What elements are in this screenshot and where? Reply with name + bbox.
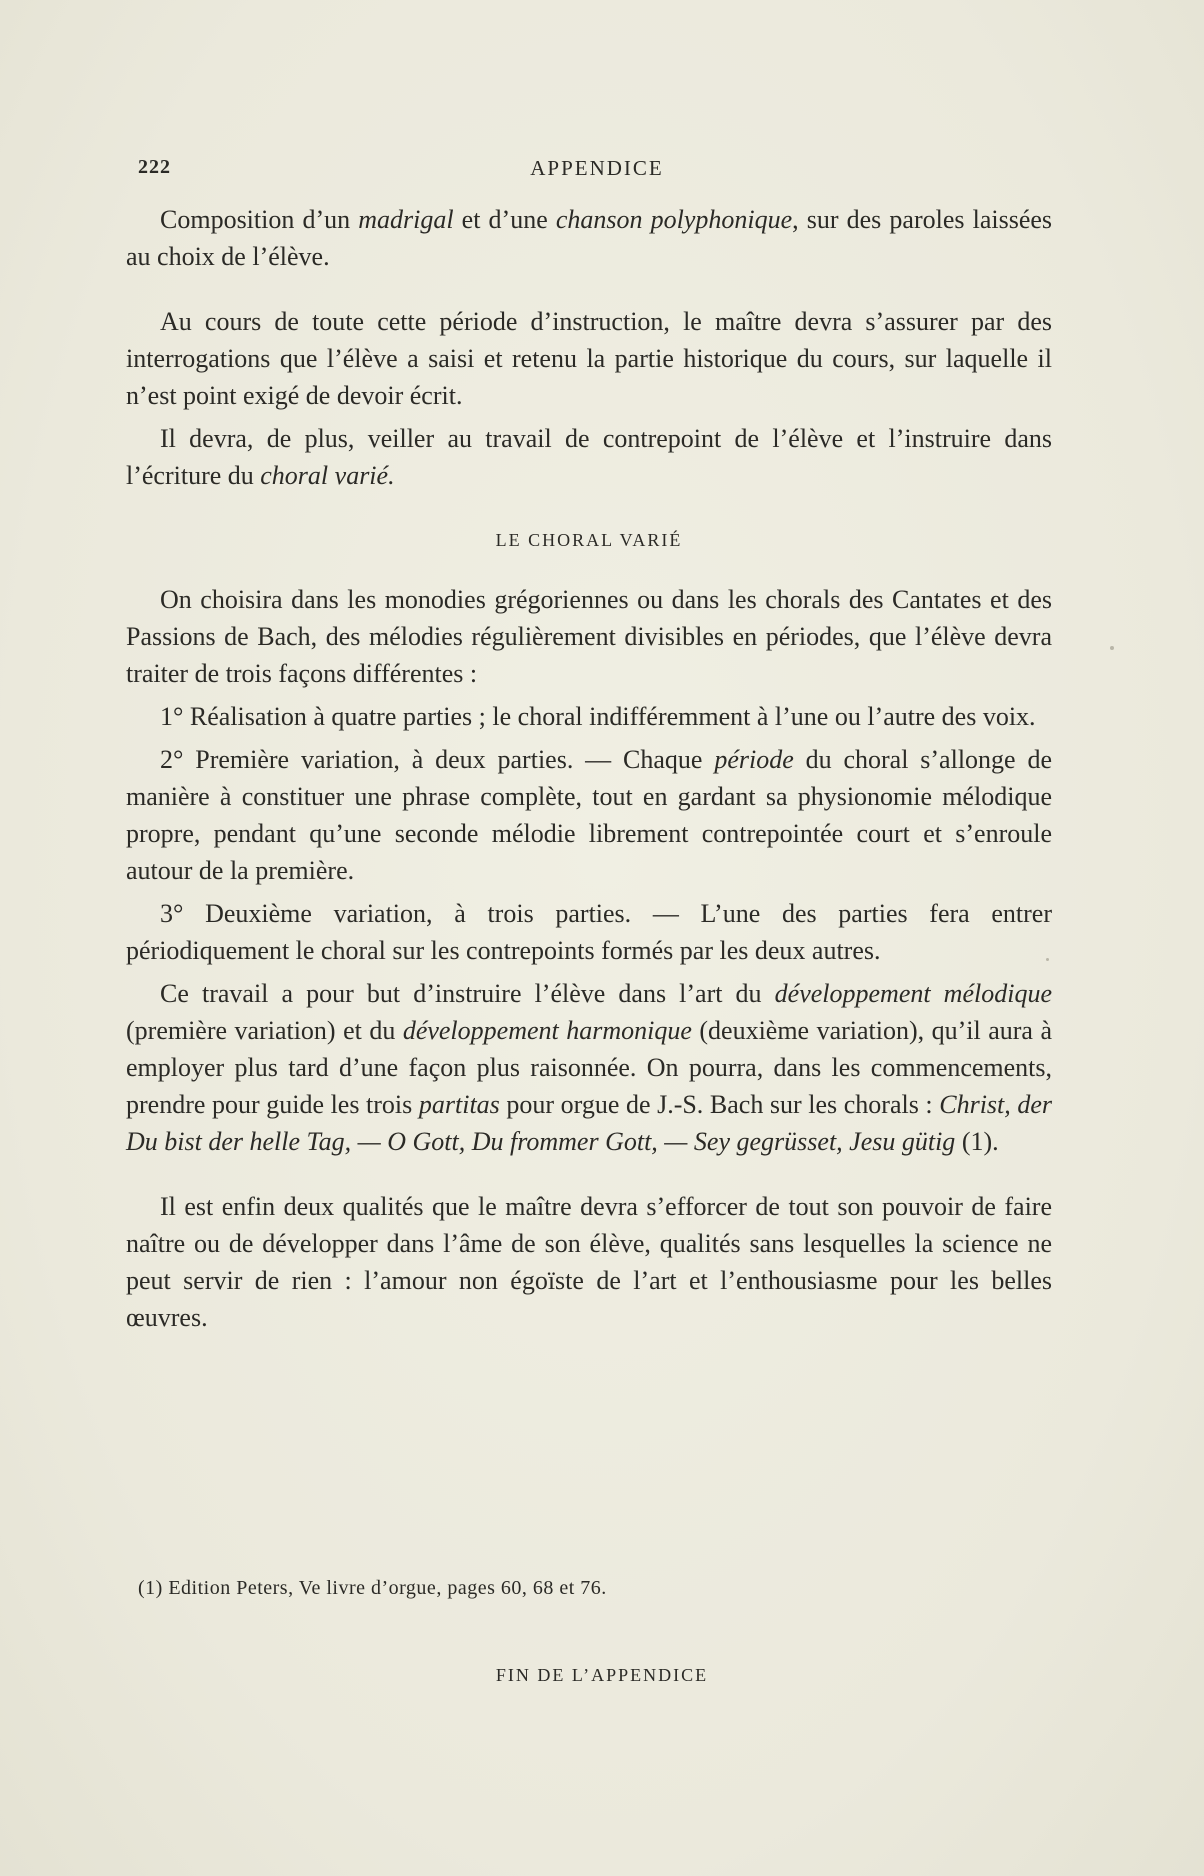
text-run: Composition d’un bbox=[160, 205, 359, 234]
paragraph-deuxieme-variation: 3° Deuxième variation, à trois parties. — L’une des parties fera entrer périodiquement le choral sur les contrepoints formés par les deux autres. bbox=[126, 899, 1052, 965]
text-run: (1). bbox=[955, 1127, 999, 1156]
page-header bbox=[138, 156, 1056, 186]
italic-term: développement harmonique bbox=[402, 1016, 692, 1045]
italic-term: période bbox=[714, 745, 794, 774]
footnote: (1) Edition Peters, Ve livre d’orgue, pages 60, 68 et 76. bbox=[138, 1577, 607, 1599]
paragraph-travail bbox=[126, 975, 1052, 1160]
paragraph-monodies: On choisira dans les monodies grégoriennes ou dans les chorals des Cantates et des Passions de Bach, des mélodies régulièrement divisibles en périodes, que l’élève devra traiter de trois façons différentes : bbox=[126, 585, 1052, 688]
paragraph-qualites: Il est enfin deux qualités que le maître devra s’efforcer de tout son pouvoir de faire naître ou de développer dans l’âme de son élève, qualités sans lesquelles la science ne peut servir de rien : l’amour non égoïste de l’art et l’enthousiasme pour les belles œuvres. bbox=[126, 1192, 1052, 1332]
paragraph-instruction: Au cours de toute cette période d’instruction, le maître devra s’assurer par des interrogations que l’élève a saisi et retenu la partie historique du cours, sur laquelle il n’est point exigé de devoir écrit. bbox=[126, 307, 1052, 410]
text-run: du choral s’allonge de manière à constituer une phrase complète, tout en gardant sa physionomie mélodique propre, pendant qu’une seconde mélodie librement contrepointée court et s’enroule autour de la première. bbox=[126, 745, 1052, 885]
text-run: et d’une bbox=[453, 205, 556, 234]
paragraph-composition bbox=[126, 201, 1052, 275]
running-title: APPENDICE bbox=[530, 156, 664, 180]
text-run: 2° Première variation, à deux parties. — Chaque bbox=[160, 745, 715, 774]
text-run: (première variation) et du bbox=[126, 1016, 403, 1045]
text-run: pour orgue de J.-S. Bach sur les chorals : bbox=[499, 1090, 940, 1119]
text-run: (deuxième variation), qu’il aura à employer plus tard d’une façon plus raisonnée. On pourra, dans les commencements, prendre pour guide les trois bbox=[126, 1016, 1052, 1119]
body-text bbox=[126, 201, 1052, 1336]
italic-term: partitas bbox=[418, 1090, 500, 1119]
paragraph-contrepoint bbox=[126, 420, 1052, 494]
page-number: 222 bbox=[138, 156, 171, 178]
italic-term: chanson polyphonique bbox=[555, 205, 793, 234]
paragraph-premiere-variation bbox=[126, 741, 1052, 889]
paper-speck bbox=[1110, 646, 1114, 650]
text-run: , sur des paroles laissées au choix de l’élève. bbox=[126, 205, 1053, 271]
section-heading: LE CHORAL VARIÉ bbox=[495, 530, 683, 550]
paragraph-realisation: 1° Réalisation à quatre parties ; le choral indifféremment à l’une ou l’autre des voix. bbox=[160, 702, 1036, 731]
end-mark: FIN DE L’APPENDICE bbox=[495, 1665, 709, 1685]
italic-term: développement mélodique bbox=[774, 979, 1052, 1008]
italic-term: Christ, der Du bist der helle Tag, — O Gott, Du frommer Gott, — Sey gegrüsset, Jesu gütig bbox=[126, 1090, 1053, 1156]
italic-term: choral varié. bbox=[260, 461, 395, 490]
italic-term: madrigal bbox=[358, 205, 454, 234]
text-run: Il devra, de plus, veiller au travail de contrepoint de l’élève et l’instruire dans l’écriture du bbox=[126, 424, 1052, 490]
text-run: Ce travail a pour but d’instruire l’élève dans l’art du bbox=[160, 979, 775, 1008]
paper-speck bbox=[1046, 958, 1049, 961]
